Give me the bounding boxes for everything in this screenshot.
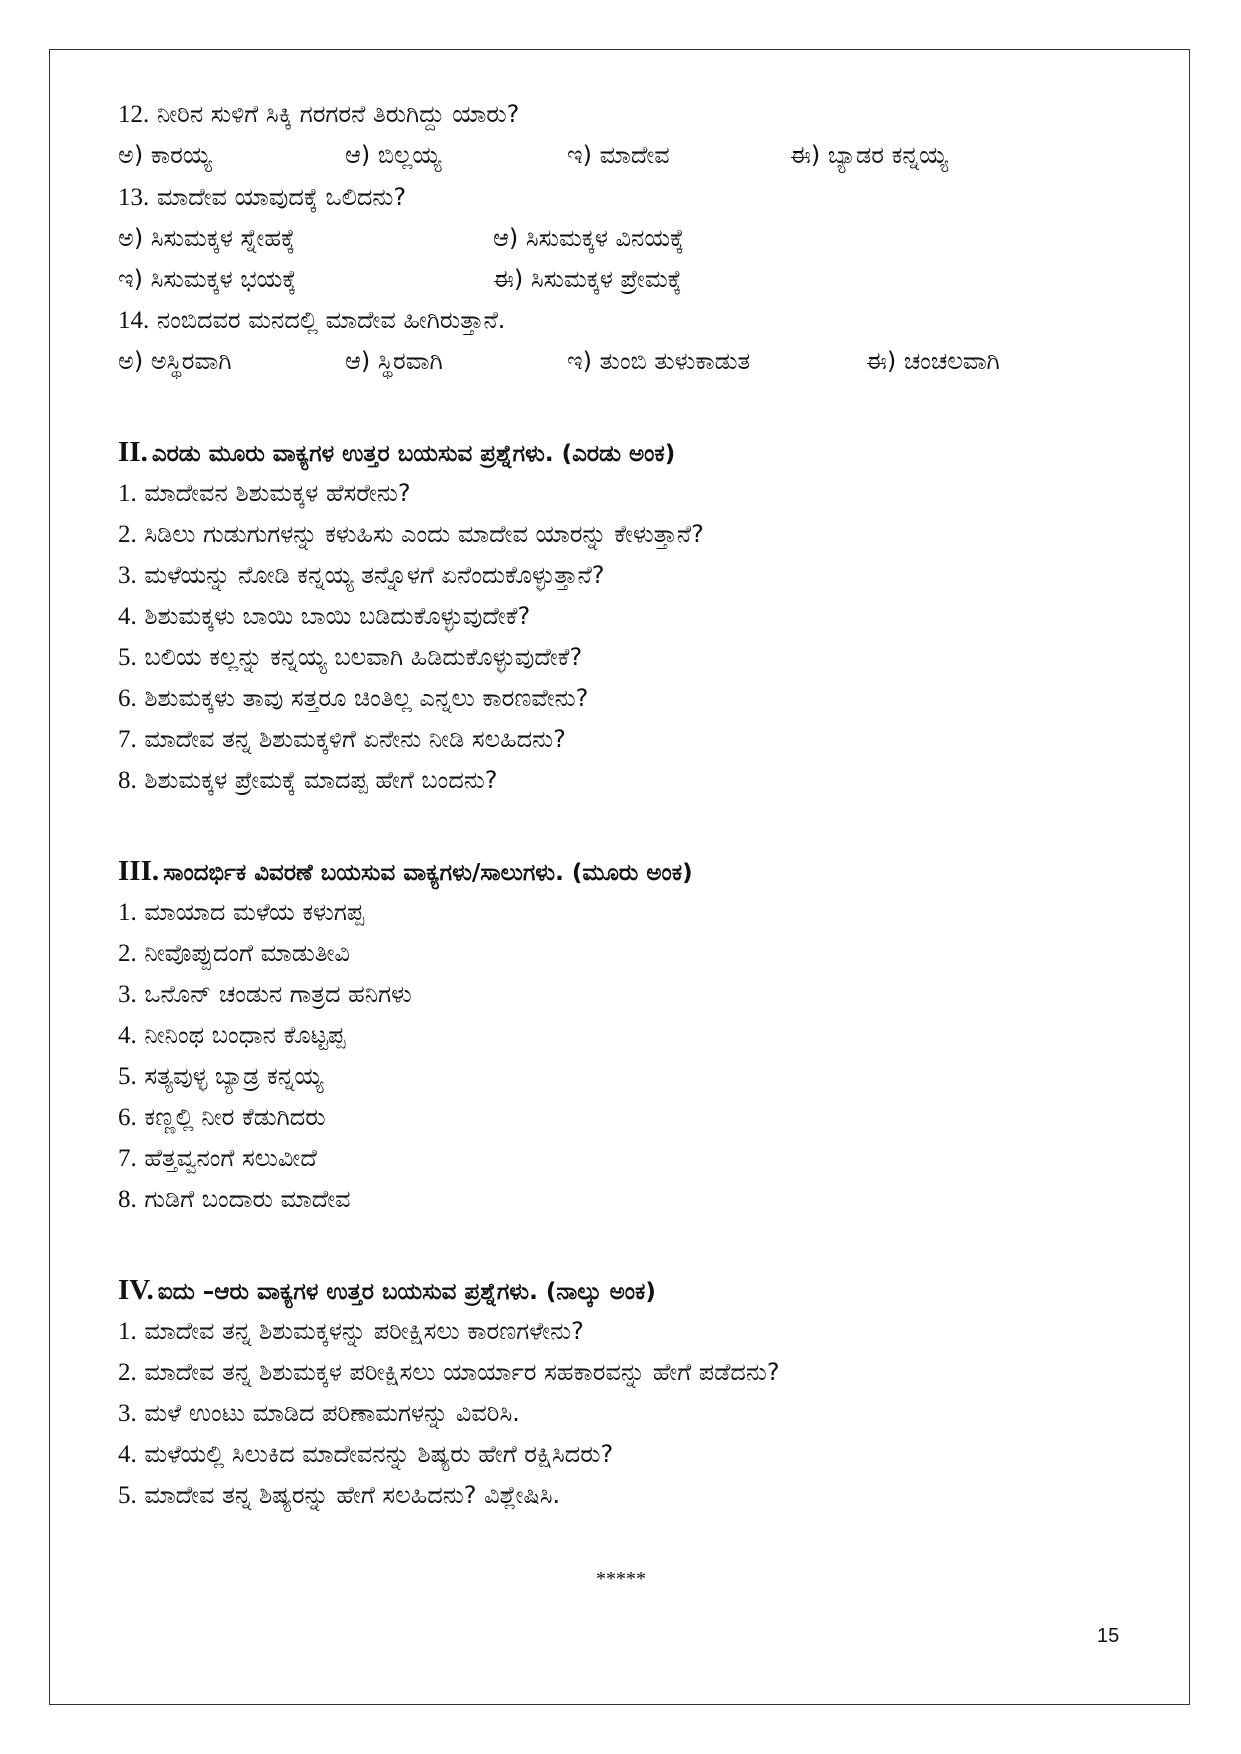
item-text: ಶಿಶುಮಕ್ಕಳು ಬಾಯಿ ಬಾಯಿ ಬಡಿದುಕೊಳ್ಳುವುದೇಕೆ? [144, 602, 531, 630]
item-number: 6. [118, 685, 137, 712]
item-number: 8. [118, 1186, 137, 1213]
q13-option-a: ಅ) ಸಿಸುಮಕ್ಕಳ ಸ್ನೇಹಕ್ಕೆ [118, 224, 296, 252]
list-item [118, 1439, 613, 1470]
question-number: 14. [118, 307, 150, 334]
item-number: 8. [118, 767, 137, 794]
section-3-heading [118, 855, 693, 889]
item-text: ನೀವೊಪ್ಪುದಂಗೆ ಮಾಡುತೀವಿ [144, 939, 350, 967]
q12-option-b: ಆ) ಬಿಲ್ಲಯ್ಯ [345, 141, 442, 169]
section-title: ಸಾಂದರ್ಭಿಕ ವಿವರಣೆ ಬಯಸುವ ವಾಕ್ಯಗಳು/ಸಾಲುಗಳು. (ಮೂರು ಅಂಕ) [163, 860, 693, 886]
question-text: ಮಾದೇವ ಯಾವುದಕ್ಕೆ ಒಲಿದನು? [156, 183, 407, 211]
list-item [118, 1480, 560, 1511]
item-text: ಹೆತ್ತವ್ವನಂಗೆ ಸಲುವೀದೆ [144, 1144, 317, 1172]
item-text: ಮಳೆಯನ್ನು ನೋಡಿ ಕನ್ನಯ್ಯ ತನ್ನೊಳಗೆ ಏನೆಂದುಕೊಳ್ಳುತ್ತಾನೆ? [144, 561, 605, 589]
item-number: 1. [118, 1318, 137, 1345]
page-number: 15 [1097, 1625, 1120, 1647]
item-text: ನೀನಿಂಥ ಬಂಧಾನ ಕೊಟ್ಟಪ್ಪ [144, 1021, 346, 1049]
item-number: 5. [118, 1482, 137, 1509]
question-14 [118, 305, 505, 336]
item-number: 7. [118, 726, 137, 753]
item-number: 4. [118, 1022, 137, 1049]
question-number: 13. [118, 184, 150, 211]
item-text: ಮಾದೇವ ತನ್ನ ಶಿಷ್ಯರನ್ನು ಹೇಗೆ ಸಲಹಿದನು? ವಿಶ್ಲೇಷಿಸಿ. [144, 1481, 561, 1509]
list-item [118, 979, 412, 1010]
item-text: ಸಿಡಿಲು ಗುಡುಗುಗಳನ್ನು ಕಳುಹಿಸು ಎಂದು ಮಾದೇವ ಯಾರನ್ನು ಕೇಳುತ್ತಾನೆ? [144, 520, 704, 548]
item-text: ಮಳೆಯಲ್ಲಿ ಸಿಲುಕಿದ ಮಾದೇವನನ್ನು ಶಿಷ್ಯರು ಹೇಗೆ ರಕ್ಷಿಸಿದರು? [144, 1440, 614, 1468]
q13-option-d: ಈ) ಸಿಸುಮಕ್ಕಳ ಪ್ರೇಮಕ್ಕೆ [493, 265, 682, 293]
item-number: 7. [118, 1145, 137, 1172]
item-number: 2. [118, 521, 137, 548]
item-text: ಒನೊನ್ ಚಂಡುನ ಗಾತ್ರದ ಹನಿಗಳು [144, 980, 412, 1008]
item-number: 3. [118, 562, 137, 589]
question-number: 12. [118, 101, 150, 128]
list-item [118, 724, 566, 755]
list-item [118, 938, 350, 969]
item-number: 3. [118, 981, 137, 1008]
question-12 [118, 99, 519, 130]
q14-option-d: ಈ) ಚಂಚಲವಾಗಿ [866, 347, 1000, 375]
list-item [118, 478, 411, 509]
list-item [118, 601, 530, 632]
q14-option-c: ಇ) ತುಂಬಿ ತುಳುಕಾಡುತ [567, 347, 751, 375]
list-item [118, 1102, 326, 1133]
list-item [118, 765, 498, 796]
item-number: 6. [118, 1104, 137, 1131]
item-text: ಶಿಶುಮಕ್ಕಳ ಪ್ರೇಮಕ್ಕೆ ಮಾದಪ್ಪ ಹೇಗೆ ಬಂದನು? [144, 766, 498, 794]
item-text: ಕಣ್ಣಲ್ಲಿ ನೀರ ಕೆಡುಗಿದರು [144, 1103, 326, 1131]
list-item [118, 642, 582, 673]
q12-option-d: ಈ) ಬ್ಯಾಡರ ಕನ್ನಯ್ಯ [790, 141, 949, 169]
list-item [118, 897, 364, 928]
q14-option-b: ಆ) ಸ್ಥಿರವಾಗಿ [345, 347, 443, 375]
list-item [118, 1184, 351, 1215]
section-number: IV. [118, 1274, 154, 1306]
question-text: ನೀರಿನ ಸುಳಿಗೆ ಸಿಕ್ಕಿ ಗರಗರನೆ ತಿರುಗಿದ್ದು ಯಾರು? [156, 100, 520, 128]
section-number: II. [118, 436, 148, 468]
section-number: III. [118, 855, 160, 887]
list-item [118, 1357, 780, 1388]
item-number: 5. [118, 644, 137, 671]
q13-option-c: ಇ) ಸಿಸುಮಕ್ಕಳ ಭಯಕ್ಕೆ [118, 265, 297, 293]
q13-option-b: ಆ) ಸಿಸುಮಕ್ಕಳ ವಿನಯಕ್ಕೆ [493, 224, 685, 252]
section-title: ಐದು –ಆರು ವಾಕ್ಯಗಳ ಉತ್ತರ ಬಯಸುವ ಪ್ರಶ್ನೆಗಳು. (ನಾಲ್ಕು ಅಂಕ) [157, 1279, 656, 1305]
item-text: ಗುಡಿಗೆ ಬಂದಾರು ಮಾದೇವ [144, 1185, 351, 1213]
question-13 [118, 182, 406, 213]
item-number: 1. [118, 480, 137, 507]
item-number: 2. [118, 940, 137, 967]
list-item [118, 560, 605, 591]
end-stars: ***** [596, 1568, 646, 1590]
item-number: 5. [118, 1063, 137, 1090]
item-text: ಶಿಶುಮಕ್ಕಳು ತಾವು ಸತ್ತರೂ ಚಿಂತಿಲ್ಲ ಎನ್ನಲು ಕಾರಣವೇನು? [144, 684, 589, 712]
item-text: ಮಾಯಾದ ಮಳೆಯ ಕಳುಗಪ್ಪ [144, 898, 365, 926]
item-text: ಮಾದೇವ ತನ್ನ ಶಿಶುಮಕ್ಕಳ ಪರೀಕ್ಷಿಸಲು ಯಾರ್ಯಾರ ಸಹಕಾರವನ್ನು ಹೇಗೆ ಪಡೆದನು? [144, 1358, 780, 1386]
section-2-heading [118, 436, 675, 470]
list-item [118, 1398, 520, 1429]
section-title: ಎರಡು ಮೂರು ವಾಕ್ಯಗಳ ಉತ್ತರ ಬಯಸುವ ಪ್ರಶ್ನೆಗಳು. (ಎರಡು ಅಂಕ) [151, 441, 676, 467]
list-item [118, 1143, 317, 1174]
item-text: ಮಾದೇವ ತನ್ನ ಶಿಶುಮಕ್ಕಳನ್ನು ಪರೀಕ್ಷಿಸಲು ಕಾರಣಗಳೇನು? [144, 1317, 584, 1345]
item-text: ಬಲಿಯ ಕಲ್ಲನ್ನು ಕನ್ನಯ್ಯ ಬಲವಾಗಿ ಹಿಡಿದುಕೊಳ್ಳುವುದೇಕೆ? [144, 643, 583, 671]
q12-option-c: ಇ) ಮಾದೇವ [567, 141, 670, 169]
item-number: 3. [118, 1400, 137, 1427]
list-item [118, 1061, 323, 1092]
item-number: 4. [118, 603, 137, 630]
section-4-heading [118, 1274, 656, 1308]
item-text: ಸತ್ಯವುಳ್ಳ ಬ್ಯಾಡ್ರ ಕನ್ನಯ್ಯ [144, 1062, 324, 1090]
list-item [118, 519, 704, 550]
item-text: ಮಾದೇವ ತನ್ನ ಶಿಶುಮಕ್ಕಳಿಗೆ ಏನೇನು ನೀಡಿ ಸಲಹಿದನು? [144, 725, 566, 753]
list-item [118, 1316, 584, 1347]
item-number: 4. [118, 1441, 137, 1468]
list-item [118, 1020, 345, 1051]
item-number: 2. [118, 1359, 137, 1386]
item-number: 1. [118, 899, 137, 926]
q14-option-a: ಅ) ಅಸ್ಥಿರವಾಗಿ [118, 347, 232, 375]
question-text: ನಂಬಿದವರ ಮನದಲ್ಲಿ ಮಾದೇವ ಹೀಗಿರುತ್ತಾನೆ. [156, 306, 506, 334]
list-item [118, 683, 588, 714]
item-text: ಮಾದೇವನ ಶಿಶುಮಕ್ಕಳ ಹೆಸರೇನು? [144, 479, 411, 507]
q12-option-a: ಅ) ಕಾರಯ್ಯ [118, 141, 212, 169]
item-text: ಮಳೆ ಉಂಟು ಮಾಡಿದ ಪರಿಣಾಮಗಳನ್ನು ವಿವರಿಸಿ. [144, 1399, 520, 1427]
